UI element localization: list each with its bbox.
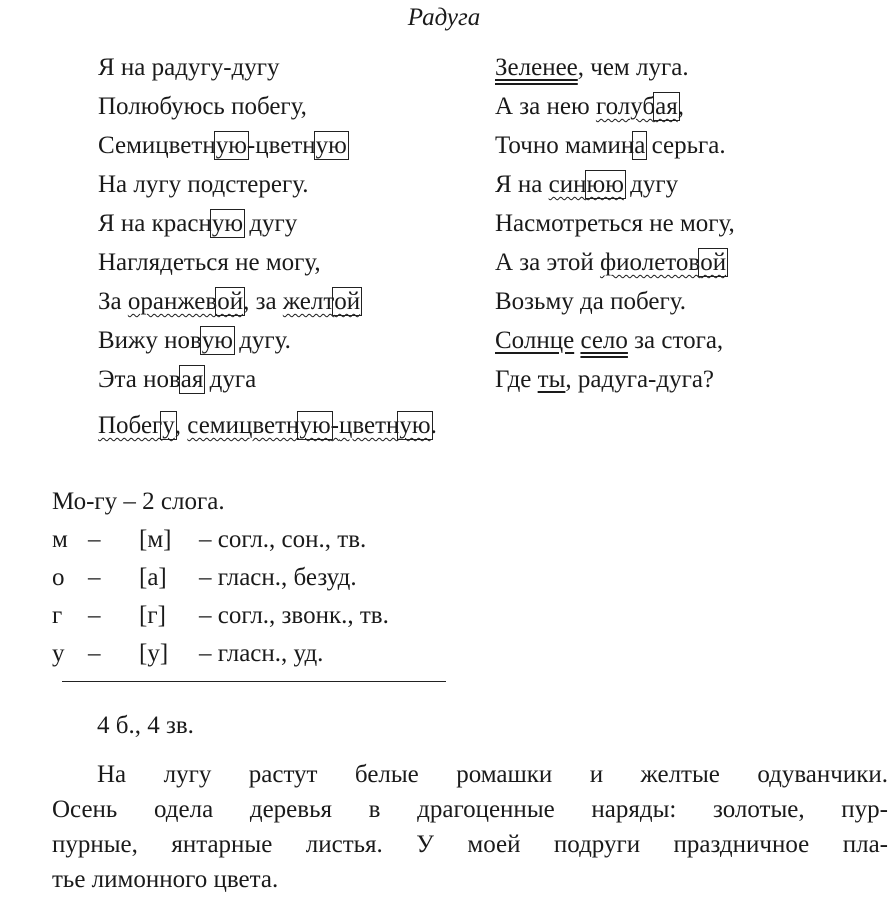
sound-description: – согл., звонк., тв. xyxy=(199,602,389,629)
dash: – xyxy=(88,602,101,629)
text: серьга. xyxy=(645,132,726,159)
text: За xyxy=(98,288,128,315)
sound-description: – гласн., безуд. xyxy=(199,564,357,591)
poem-column-right xyxy=(495,48,735,399)
text: А за этой xyxy=(495,249,600,276)
word-stem-wavy: семицветн xyxy=(187,412,300,439)
text: дуга xyxy=(203,366,257,393)
ending-box: ая xyxy=(655,93,678,120)
subject-underline: ты xyxy=(537,366,566,393)
poem-line xyxy=(495,165,735,204)
text: Где xyxy=(495,366,538,393)
letter-sound-count: 4 б., 4 зв. xyxy=(97,712,194,739)
ending-box: у xyxy=(162,412,175,439)
word-stem-wavy: желт xyxy=(282,288,335,315)
word-stem: Я на красн xyxy=(98,210,212,237)
poem-line: Наглядеться не могу, xyxy=(98,249,321,276)
poem-line xyxy=(98,360,360,399)
poem-title: Радуга xyxy=(407,4,481,31)
paragraph-line: Осень одела деревья в драгоценные наряды: золотые, пур- xyxy=(52,796,888,823)
poem-line: На лугу подстерегу. xyxy=(98,171,309,198)
subject-underline: Солнце xyxy=(495,327,575,354)
predicate-underline: село xyxy=(580,327,628,354)
ending-box: а xyxy=(634,132,646,159)
poem-line xyxy=(495,243,735,282)
dash: – xyxy=(88,640,101,667)
word-stem-wavy: фиолетов xyxy=(599,249,701,276)
word-stem-wavy: голуб xyxy=(595,93,656,120)
ending-box: ую xyxy=(399,412,431,439)
poem-line xyxy=(495,48,735,87)
poem-line xyxy=(98,321,360,360)
word-stem: Семицветн xyxy=(98,132,216,159)
poem-line xyxy=(495,321,735,360)
text: . xyxy=(430,412,437,439)
text: - xyxy=(330,412,339,439)
poem-final-line xyxy=(98,406,437,445)
sound: [а] xyxy=(139,564,167,591)
word-stem-wavy: цветн xyxy=(338,412,400,439)
text: , xyxy=(174,412,188,439)
word-stem: Эта нов xyxy=(98,366,181,393)
poem-line: Я на радугу-дугу xyxy=(98,54,280,81)
text: , за xyxy=(243,288,283,315)
letter: м xyxy=(52,526,68,553)
paragraph-line: пурные, янтарные листья. У моей подруги праздничное пла- xyxy=(52,831,888,858)
phonetic-analysis xyxy=(52,483,389,673)
word-stem: Вижу нов xyxy=(98,327,202,354)
text: , чем луга. xyxy=(577,54,689,81)
ending-box: ую xyxy=(201,327,233,354)
poem-line: Возьму да побегу. xyxy=(495,288,686,315)
text: за стога, xyxy=(627,327,724,354)
poem-column-left xyxy=(98,48,360,399)
ending-box: ую xyxy=(215,132,247,159)
analysis-row xyxy=(52,521,389,559)
poem-line xyxy=(495,360,735,399)
letter: о xyxy=(52,564,65,591)
dash: – xyxy=(88,526,101,553)
ending-box: ой xyxy=(334,288,361,315)
text: , радуга-дуга? xyxy=(565,366,715,393)
ending-box: ую xyxy=(211,210,244,237)
ending-box: ой xyxy=(217,288,244,315)
paragraph-line: тье лимонного цвета. xyxy=(52,866,279,893)
exercise-paragraph xyxy=(52,757,888,897)
ending-box: юю xyxy=(586,171,624,198)
text: А за нею xyxy=(495,93,596,120)
analysis-row xyxy=(52,597,389,635)
sound-description: – согл., сон., тв. xyxy=(199,526,367,553)
sound: [г] xyxy=(139,602,166,629)
poem-line xyxy=(495,87,735,126)
paragraph-line: На лугу растут белые ромашки и желтые одуванчики. xyxy=(97,761,888,788)
sound-description: – гласн., уд. xyxy=(199,640,324,667)
ending-box: ая xyxy=(180,366,204,393)
poem-line xyxy=(98,126,360,165)
analysis-row xyxy=(52,559,389,597)
ending-box: ую xyxy=(299,412,331,439)
word-stem-wavy: Побег xyxy=(98,412,163,439)
word-stem: Точно мамин xyxy=(495,132,635,159)
poem-line xyxy=(495,126,735,165)
predicate-underline: Зеленее xyxy=(495,54,578,81)
word-stem-wavy: оранжев xyxy=(127,288,218,315)
text: дугу. xyxy=(232,327,291,354)
text: дугу xyxy=(243,210,298,237)
text: Я на xyxy=(495,171,549,198)
poem-line: Насмотреться не могу, xyxy=(495,210,735,237)
sound: [у] xyxy=(139,640,169,667)
sound: [м] xyxy=(139,526,172,553)
poem-line xyxy=(98,204,360,243)
letter: у xyxy=(52,640,65,667)
poem-line: Полюбуюсь побегу, xyxy=(98,93,307,120)
poem-line xyxy=(98,282,360,321)
ending-box: ую xyxy=(315,132,347,159)
dash: – xyxy=(88,564,101,591)
text: , xyxy=(677,93,684,120)
word-stem: -цветн xyxy=(246,132,316,159)
text: дугу xyxy=(623,171,679,198)
word-stem-wavy: син xyxy=(548,171,587,198)
section-divider xyxy=(62,681,446,682)
analysis-heading: Мо-гу – 2 слога. xyxy=(52,488,225,515)
analysis-row xyxy=(52,635,389,673)
letter: г xyxy=(52,602,63,629)
ending-box: ой xyxy=(700,249,727,276)
